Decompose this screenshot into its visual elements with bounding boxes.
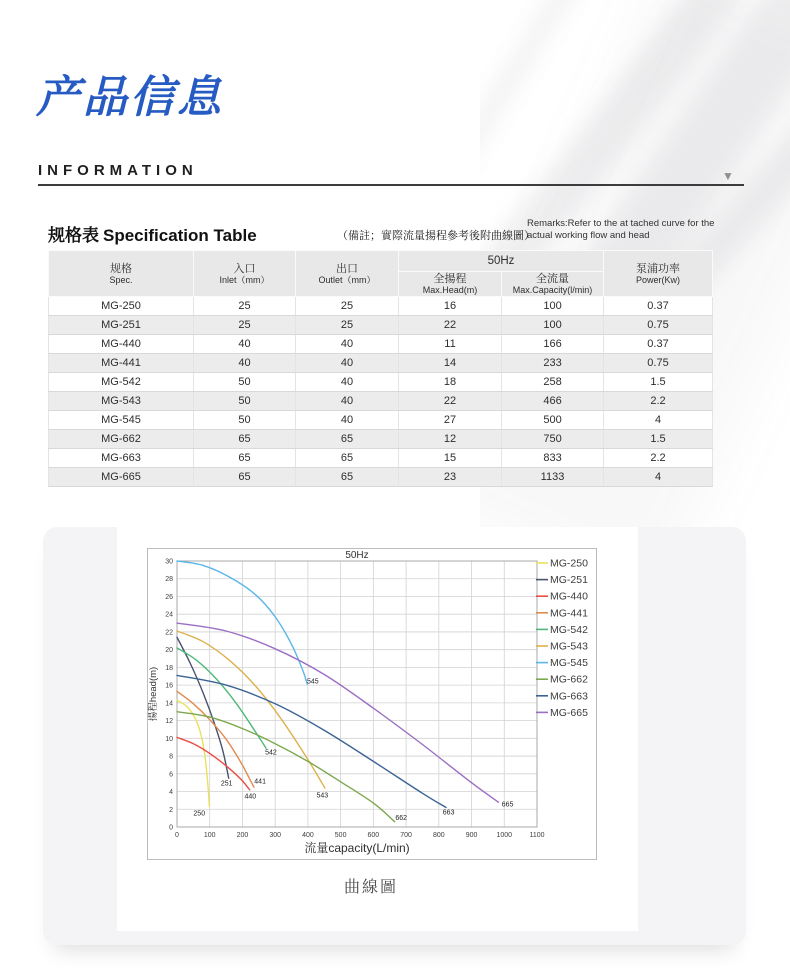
spec-value-cell: 0.37 [604, 297, 713, 316]
x-tick-label: 1000 [496, 832, 513, 839]
legend-label: MG-665 [550, 706, 588, 719]
y-tick-label: 20 [165, 647, 173, 655]
x-tick-label: 500 [334, 832, 347, 839]
spec-value-cell: 50 [194, 411, 296, 430]
spec-value-cell: 4 [604, 411, 713, 430]
table-row [49, 373, 713, 392]
spec-value-cell: 50 [194, 373, 296, 392]
y-tick-label: 2 [169, 806, 173, 814]
spec-section-title [48, 221, 257, 246]
table-row [49, 297, 713, 316]
spec-value-cell: 100 [502, 316, 604, 335]
x-tick-label: 200 [236, 832, 249, 839]
x-tick-label: 700 [400, 832, 412, 839]
spec-value-cell: 50 [194, 392, 296, 411]
spec-remarks-en [527, 218, 717, 241]
y-tick-label: 18 [165, 664, 173, 672]
page-title: 产品信息 [36, 73, 224, 122]
curve-end-label: 543 [316, 792, 329, 800]
spec-model-cell: MG-545 [49, 411, 194, 430]
spec-value-cell: 0.75 [604, 354, 713, 373]
spec-value-cell: 40 [296, 335, 399, 354]
spec-value-cell: 40 [194, 335, 296, 354]
curve-end-label: 665 [501, 801, 514, 809]
col-header-power: 泵浦功率 Power(Kw) [604, 251, 713, 297]
spec-model-cell: MG-250 [49, 297, 194, 316]
spec-value-cell: 40 [296, 411, 399, 430]
x-axis-label: 流量capacity(L/min) [304, 841, 410, 855]
spec-value-cell: 16 [399, 297, 502, 316]
spec-value-cell: 2.2 [604, 449, 713, 468]
x-tick-label: 100 [203, 832, 216, 839]
spec-value-cell: 15 [399, 449, 502, 468]
y-tick-label: 14 [165, 700, 173, 708]
spec-value-cell: 1.5 [604, 430, 713, 449]
spec-value-cell: 25 [194, 316, 296, 335]
curve-end-label: 250 [193, 810, 206, 818]
x-tick-label: 600 [367, 832, 380, 839]
legend-label: MG-251 [550, 574, 588, 587]
col-header-outlet: 出口 Outlet（mm） [296, 251, 399, 297]
table-row [49, 468, 713, 487]
remark-line-2: actual working flow and head [527, 229, 650, 241]
y-tick-label: 16 [165, 682, 173, 690]
legend-label: MG-545 [550, 657, 588, 670]
y-tick-label: 28 [165, 576, 173, 584]
y-tick-label: 12 [165, 718, 173, 726]
spec-title-en: Specification Table [103, 226, 257, 245]
legend-label: MG-250 [550, 557, 588, 570]
divider-line [38, 184, 744, 186]
spec-value-cell: 18 [399, 373, 502, 392]
spec-value-cell: 166 [502, 335, 604, 354]
x-tick-label: 300 [269, 832, 282, 839]
spec-value-cell: 25 [194, 297, 296, 316]
spec-value-cell: 466 [502, 392, 604, 411]
spec-value-cell: 12 [399, 430, 502, 449]
spec-value-cell: 25 [296, 297, 399, 316]
spec-value-cell: 14 [399, 354, 502, 373]
spec-value-cell: 27 [399, 411, 502, 430]
spec-value-cell: 750 [502, 430, 604, 449]
legend-label: MG-543 [550, 640, 588, 653]
spec-model-cell: MG-662 [49, 430, 194, 449]
curve-end-label: 542 [265, 749, 277, 757]
shadow-stripe [480, 0, 633, 227]
spec-value-cell: 65 [296, 449, 399, 468]
y-tick-label: 6 [169, 771, 173, 779]
spec-model-cell: MG-440 [49, 335, 194, 354]
curve-end-label: 663 [442, 809, 455, 817]
legend-label: MG-440 [550, 590, 588, 603]
x-tick-label: 800 [432, 832, 445, 839]
spec-note-zh: （備註；實際流量揚程參考後附曲線圖） [337, 230, 535, 242]
chart-caption: 曲線圖 [343, 879, 398, 896]
y-tick-label: 8 [169, 753, 173, 761]
table-row [49, 411, 713, 430]
col-header-frequency: 50Hz [399, 251, 604, 272]
y-tick-label: 10 [165, 735, 173, 743]
y-tick-label: 22 [165, 629, 173, 637]
curve-chart [147, 548, 597, 860]
y-axis-label: 揚程head(m) [148, 666, 159, 722]
legend-label: MG-663 [550, 690, 588, 703]
col-header-inlet: 入口 Inlet（mm） [194, 251, 296, 297]
legend-label: MG-441 [550, 607, 588, 620]
curve-end-label: 440 [244, 793, 257, 801]
triangle-down-icon: ▼ [722, 169, 734, 183]
spec-value-cell: 25 [296, 316, 399, 335]
spec-value-cell: 65 [194, 430, 296, 449]
legend-label: MG-542 [550, 623, 588, 636]
table-row [49, 335, 713, 354]
curve-MG-440 [177, 737, 250, 789]
y-tick-label: 4 [169, 789, 173, 797]
spec-value-cell: 22 [399, 316, 502, 335]
col-header-spec: 规格 Spec. [49, 251, 194, 297]
x-tick-label: 900 [465, 832, 478, 839]
table-row [49, 430, 713, 449]
spec-value-cell: 11 [399, 335, 502, 354]
remark-line-1: Remarks:Refer to the at tached curve for the [527, 218, 715, 229]
spec-model-cell: MG-663 [49, 449, 194, 468]
spec-value-cell: 40 [296, 354, 399, 373]
curve-chart-card [43, 527, 746, 945]
spec-value-cell: 500 [502, 411, 604, 430]
x-tick-label: 1100 [529, 832, 545, 839]
spec-model-cell: MG-665 [49, 468, 194, 487]
curve-MG-251 [177, 637, 229, 778]
table-row [49, 392, 713, 411]
spec-value-cell: 2.2 [604, 392, 713, 411]
x-tick-label: 0 [175, 832, 179, 839]
spec-value-cell: 4 [604, 468, 713, 487]
spec-value-cell: 65 [194, 468, 296, 487]
table-row [49, 354, 713, 373]
curve-end-label: 441 [254, 778, 266, 786]
spec-value-cell: 1133 [502, 468, 604, 487]
spec-model-cell: MG-251 [49, 316, 194, 335]
spec-value-cell: 0.75 [604, 316, 713, 335]
x-tick-label: 400 [302, 832, 314, 839]
spec-value-cell: 100 [502, 297, 604, 316]
spec-value-cell: 258 [502, 373, 604, 392]
spec-value-cell: 65 [194, 449, 296, 468]
spec-value-cell: 1.5 [604, 373, 713, 392]
curve-MG-663 [177, 675, 446, 807]
specification-table [48, 250, 713, 487]
spec-value-cell: 833 [502, 449, 604, 468]
table-row [49, 316, 713, 335]
y-tick-label: 24 [165, 611, 173, 619]
page-subtitle: INFORMATION [38, 162, 198, 179]
col-header-max-capacity: 全流量 Max.Capacity(l/min) [502, 272, 604, 297]
spec-value-cell: 65 [296, 468, 399, 487]
spec-value-cell: 22 [399, 392, 502, 411]
curve-chart-panel [117, 527, 638, 931]
legend-label: MG-662 [550, 673, 588, 686]
spec-value-cell: 40 [194, 354, 296, 373]
spec-model-cell: MG-543 [49, 392, 194, 411]
col-header-max-head: 全揚程 Max.Head(m) [399, 272, 502, 297]
curve-end-label: 251 [220, 780, 233, 788]
spec-value-cell: 233 [502, 354, 604, 373]
spec-value-cell: 0.37 [604, 335, 713, 354]
curve-chart-svg [148, 549, 596, 859]
y-tick-label: 30 [165, 558, 173, 566]
spec-model-cell: MG-542 [49, 373, 194, 392]
spec-title-zh: 规格表 [48, 226, 99, 245]
spec-value-cell: 23 [399, 468, 502, 487]
curve-end-label: 662 [395, 814, 408, 822]
table-row [49, 449, 713, 468]
spec-value-cell: 40 [296, 392, 399, 411]
curve-end-label: 545 [306, 678, 319, 686]
y-tick-label: 26 [165, 593, 173, 601]
spec-value-cell: 65 [296, 430, 399, 449]
y-tick-label: 0 [169, 824, 173, 832]
spec-model-cell: MG-441 [49, 354, 194, 373]
chart-title: 50Hz [345, 550, 369, 561]
spec-value-cell: 40 [296, 373, 399, 392]
